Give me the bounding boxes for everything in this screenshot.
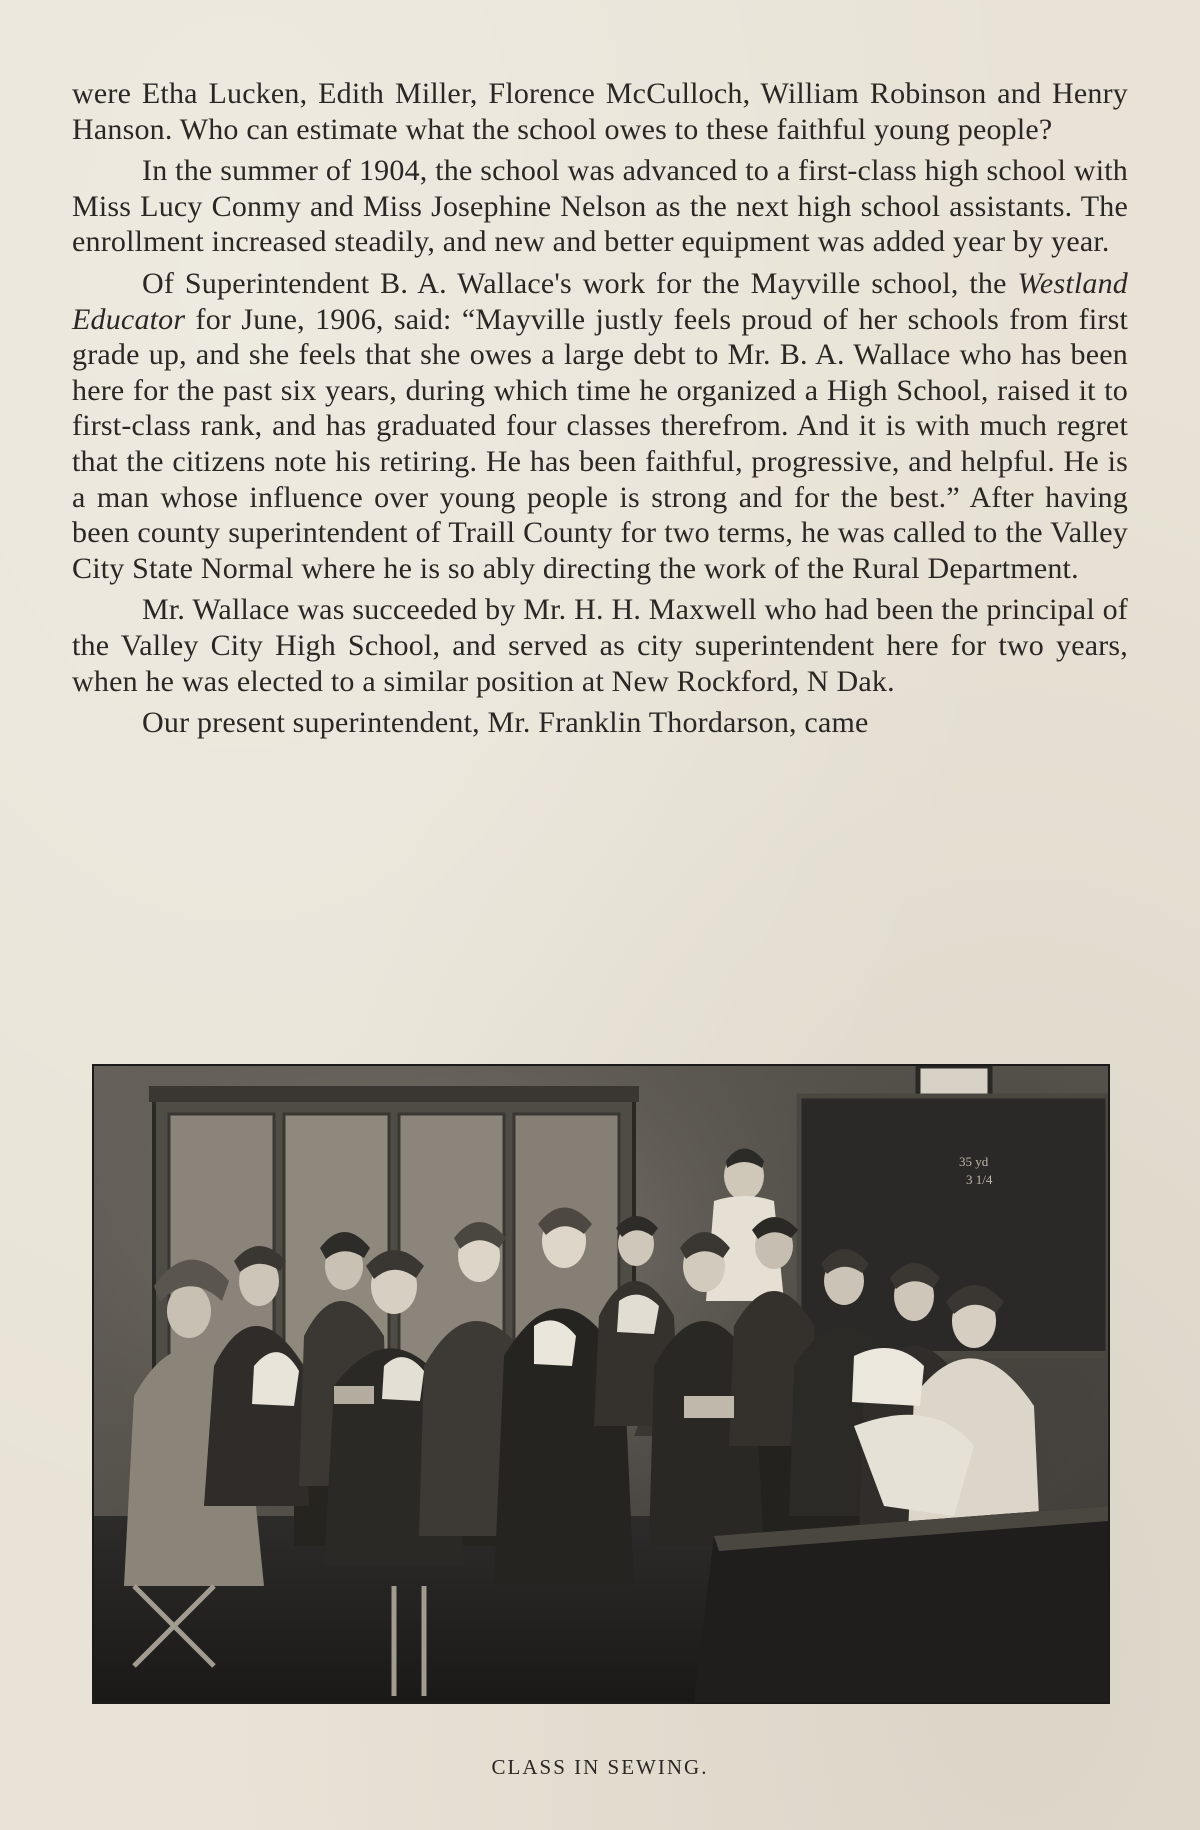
paragraph-5: Our present superintendent, Mr. Franklin Thordarson, came [142,706,869,740]
photo-caption: CLASS IN SEWING. [491,1755,709,1779]
paragraph-3-rest: for June, 1906, said: “Mayville justly feels proud of her schools from first grade up, and she feels that she owes a large debt to Mr. B. A. Wallace who has been here for the past six years, during which time he organized a High School, raised it to first-class rank, and has graduated four classes therefrom. And it is with much regret that the citizens note his retiring. He has been faithful, progressive, and helpful. He is a man whose influence over young people is strong and for the best.” After having been county superintendent of Traill County for two terms, he was called to the Valley City State Normal where he is so ably directing the work of the Rural Department. [72,302,1128,585]
blackboard [794,1096,1108,1359]
paragraph-1: were Etha Lucken, Edith Miller, Florence McCulloch, William Robinson and Henry Hanson. Who can estimate what the school owes to these faithful young people? [72,77,1128,146]
paragraph-3 [72,266,1128,586]
paragraph-2: In the summer of 1904, the school was advanced to a first-class high school with Miss Lucy Conmy and Miss Josephine Nelson as the next high school assistants. The enrollment increased steadily, and new and better equipment was added year by year. [72,154,1128,259]
body-text [72,76,1128,747]
sewing-class-photo [92,1064,1110,1704]
photo-illustration [94,1066,1108,1702]
publication-title: Westland Educator [72,266,1128,336]
paragraph-3-lead: Of Superintendent B. A. Wallace's work for the Mayville school, the [142,266,1018,300]
paragraph-4: Mr. Wallace was succeeded by Mr. H. H. Maxwell who had been the principal of the Valley City High School, and served as city superintendent here for two years, when he was elected to a similar position at New Rockford, N Dak. [72,593,1128,698]
chalk-note-2: 3 1/4 [966,1172,993,1187]
chalk-note-1: 35 yd [959,1154,989,1169]
